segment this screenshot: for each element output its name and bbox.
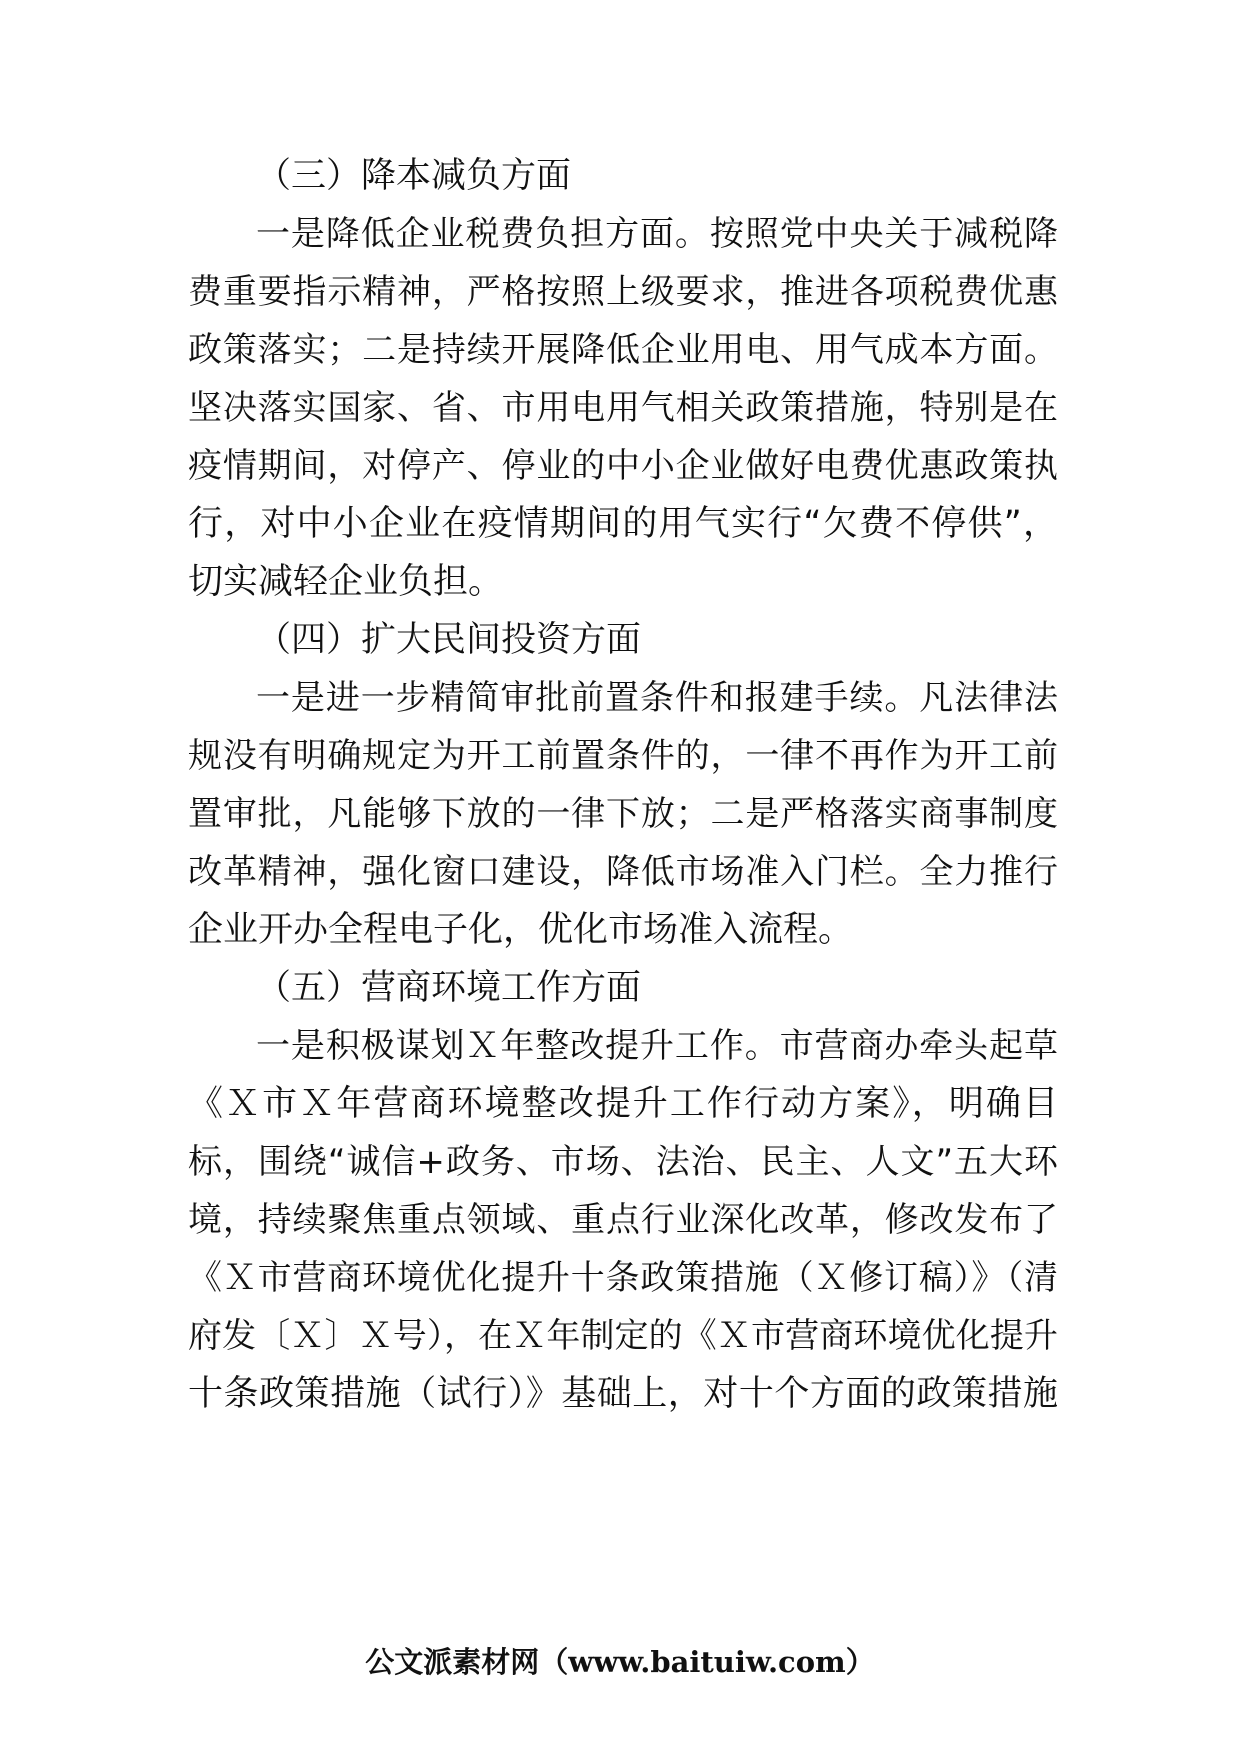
paragraph-line: 切实减轻企业负担。 <box>188 562 504 602</box>
paragraph-line: 境，持续聚焦重点领域、重点行业深化改革，修改发布了 <box>188 1200 1058 1240</box>
paragraph-line: 费重要指示精神，严格按照上级要求，推进各项税费优惠 <box>188 272 1058 312</box>
paragraph-line: 标，围绕“诚信+政务、市场、法治、民主、人文”五大环 <box>188 1142 1058 1182</box>
paragraph-line: 疫情期间，对停产、停业的中小企业做好电费优惠政策执 <box>188 446 1058 486</box>
section-heading-5: （五）营商环境工作方面 <box>256 968 642 1008</box>
paragraph-line: 政策落实；二是持续开展降低企业用电、用气成本方面。 <box>188 330 1058 370</box>
paragraph-line: 十条政策措施（试行）》基础上，对十个方面的政策措施 <box>188 1374 1058 1414</box>
paragraph-line: 《Ｘ市Ｘ年营商环境整改提升工作行动方案》，明确目 <box>188 1084 1058 1124</box>
paragraph-line: 改革精神，强化窗口建设，降低市场准入门栏。全力推行 <box>188 852 1058 892</box>
paragraph-line: 一是降低企业税费负担方面。按照党中央关于减税降 <box>256 214 1058 254</box>
section-heading-3: （三）降本减负方面 <box>256 156 572 196</box>
paragraph-line: 府发〔Ｘ〕Ｘ号），在Ｘ年制定的《Ｘ市营商环境优化提升 <box>188 1316 1058 1356</box>
paragraph-line: 一是积极谋划Ｘ年整改提升工作。市营商办牵头起草 <box>256 1026 1058 1066</box>
paragraph-line: 置审批，凡能够下放的一律下放；二是严格落实商事制度 <box>188 794 1058 834</box>
section-heading-4: （四）扩大民间投资方面 <box>256 620 642 660</box>
footer-watermark: 公文派素材网（www.baituiw.com） <box>365 1645 875 1679</box>
paragraph-line: 一是进一步精简审批前置条件和报建手续。凡法律法 <box>256 678 1058 718</box>
paragraph-line: 企业开办全程电子化，优化市场准入流程。 <box>188 910 854 950</box>
paragraph-line: 行，对中小企业在疫情期间的用气实行“欠费不停供”， <box>188 504 1058 544</box>
paragraph-line: 坚决落实国家、省、市用电用气相关政策措施，特别是在 <box>188 388 1058 428</box>
paragraph-line: 规没有明确规定为开工前置条件的，一律不再作为开工前 <box>188 736 1058 776</box>
paragraph-line: 《Ｘ市营商环境优化提升十条政策措施（Ｘ修订稿）》（清 <box>188 1258 1058 1298</box>
